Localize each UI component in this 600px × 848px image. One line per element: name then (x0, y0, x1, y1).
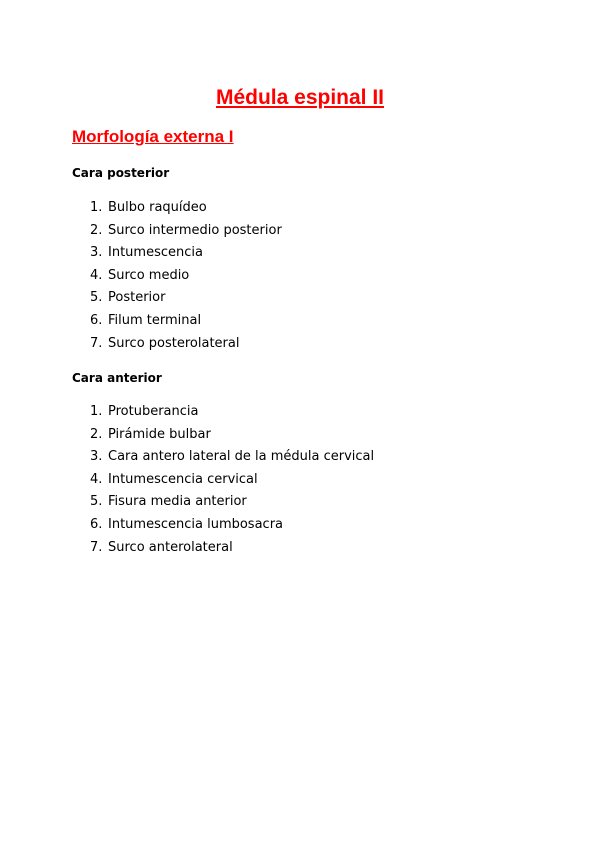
item-number: 5. (90, 494, 103, 510)
item-text: Pirámide bulbar (108, 426, 211, 442)
list-item (90, 538, 374, 561)
item-number: 7. (90, 335, 103, 351)
item-text: Posterior (108, 290, 166, 306)
anterior-heading: Cara anterior (72, 371, 162, 385)
posterior-heading: Cara posterior (72, 166, 170, 180)
list-item (90, 221, 282, 244)
item-text: Intumescencia cervical (108, 471, 258, 487)
item-text: Surco anterolateral (108, 539, 233, 555)
item-number: 3. (90, 245, 103, 261)
list-item (90, 470, 374, 493)
item-number: 4. (90, 471, 103, 487)
item-text: Bulbo raquídeo (108, 200, 207, 215)
item-text: Surco medio (108, 267, 190, 283)
list-item (90, 515, 374, 538)
item-number: 1. (90, 200, 103, 215)
list-item (90, 447, 374, 470)
item-number: 6. (90, 516, 103, 532)
list-item (90, 243, 282, 266)
item-number: 7. (90, 539, 103, 555)
item-number: 2. (90, 222, 103, 238)
posterior-list (90, 198, 282, 356)
list-item (90, 311, 282, 334)
item-text: Intumescencia lumbosacra (108, 516, 284, 532)
item-text: Protuberancia (108, 404, 199, 419)
list-item (90, 334, 282, 357)
item-text: Filum terminal (108, 312, 202, 328)
item-number: 3. (90, 449, 103, 465)
anterior-list (90, 402, 374, 560)
item-text: Fisura media anterior (108, 494, 247, 510)
list-item (90, 492, 374, 515)
section-title: Morfología externa I (72, 127, 234, 146)
list-item (90, 266, 282, 289)
item-text: Surco posterolateral (108, 335, 240, 351)
document-title: Médula espinal II (215, 86, 385, 109)
item-number: 4. (90, 267, 103, 283)
list-item (90, 198, 282, 221)
item-number: 2. (90, 426, 103, 442)
list-item (90, 425, 374, 448)
item-number: 5. (90, 290, 103, 306)
item-text: Surco intermedio posterior (108, 222, 282, 238)
item-number: 1. (90, 404, 103, 419)
list-item (90, 402, 374, 425)
list-item (90, 288, 282, 311)
item-number: 6. (90, 312, 103, 328)
item-text: Cara antero lateral de la médula cervical (108, 449, 375, 465)
item-text: Intumescencia (108, 245, 203, 261)
